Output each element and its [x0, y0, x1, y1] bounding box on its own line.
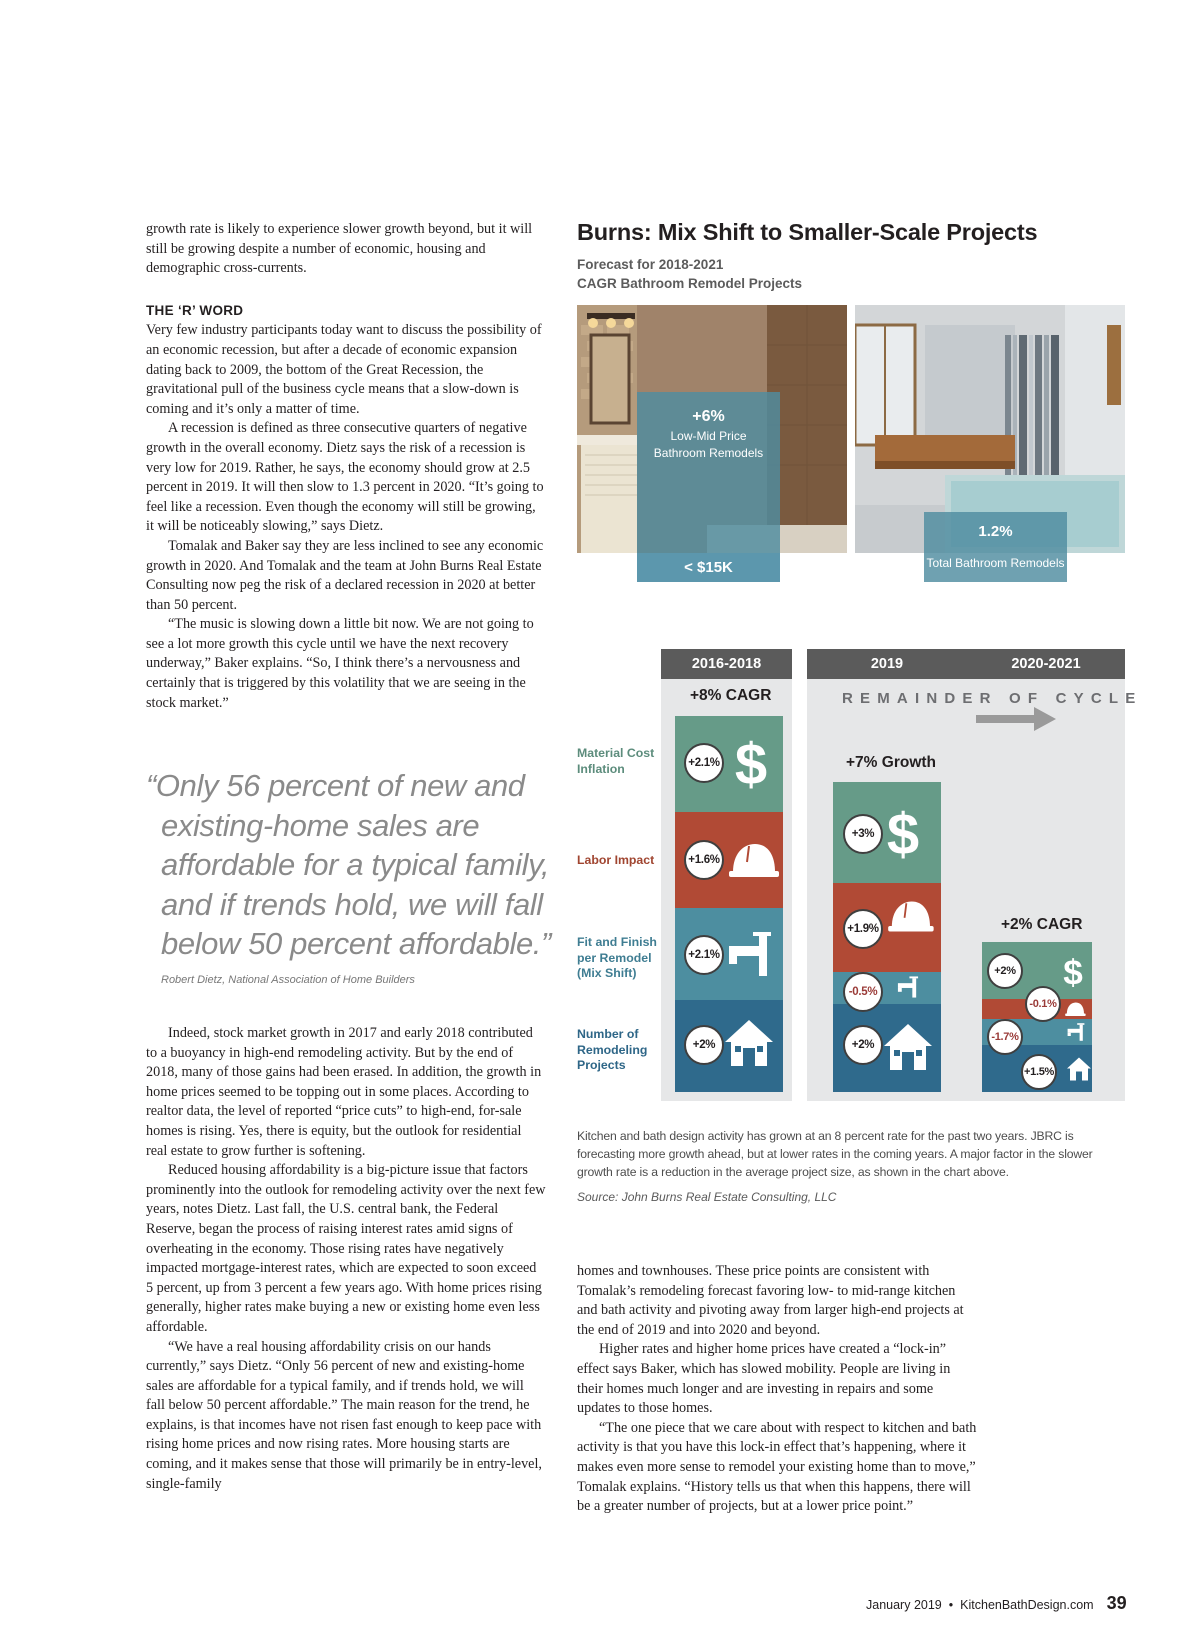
figure-caption: Kitchen and bath design activity has grown at an 8 percent rate for the past two years. JBRC is forecasting more growth ahead, but at lower rates in the coming years. A major factor in the slower growth rate is a reduction in the average project size, as shown in the chart above. — [577, 1129, 1093, 1179]
figure-source: Source: John Burns Real Estate Consulting, LLC — [577, 1190, 837, 1204]
pull-quote-line: below 50 percent affordable.” — [161, 926, 551, 961]
column-total-label: +2% CAGR — [1001, 916, 1083, 933]
row-label-number — [577, 1027, 647, 1074]
value-badge: +2.1% — [684, 743, 724, 783]
pull-quote-attribution: Robert Dietz, National Association of Home Builders — [161, 973, 415, 986]
pull-quote-line: and if trends hold, we will fall — [161, 886, 543, 922]
column-header-2020-2021: 2020-2021 — [1011, 656, 1081, 672]
overlay-label: Low-Mid Price — [670, 429, 747, 443]
row-label-line: Fit and Finish — [577, 935, 657, 949]
value-badge: +2% — [684, 1025, 724, 1065]
svg-text:$: $ — [1063, 953, 1083, 992]
faucet-icon — [725, 930, 775, 978]
row-label-line: Labor Impact — [577, 853, 655, 867]
row-label-line: Number of — [577, 1027, 639, 1041]
footer-site: KitchenBathDesign.com — [960, 1598, 1094, 1612]
paragraph: “We have a real housing affordability crisis on our hands currently,” says Dietz. “Only 56 percent of new and existing-home sales are affordable for a typical family, and if trends hold, we will fall below 50 percent affordable.” The main reason for the trend, he explains, is that incomes have not risen fast enough to keep pace with rising home prices and now rising rates. More housing starts are coming, and it makes sense that those will primarily be in entry-level, single-family — [146, 1338, 542, 1492]
section-subhead: THE ‘R’ WORD — [146, 302, 244, 318]
pull-quote-line: “Only 56 percent of new and — [146, 768, 525, 803]
value-badge: +3% — [843, 814, 883, 854]
footer-bullet: • — [948, 1598, 954, 1612]
left-column-top — [146, 220, 546, 713]
value-badge: -1.7% — [987, 1019, 1023, 1055]
column-total-label: +7% Growth — [846, 754, 937, 771]
column-header-remainder — [807, 649, 1125, 679]
paragraph: Very few industry participants today want to discuss the possibility of an economic recession, but after a decade of economic expansion dating back to 2009, the bottom of the Great Recession, the gravitational pull of the business cycle means that a slow-down is coming and it’s only a matter of time. — [146, 322, 542, 417]
pull-quote — [146, 766, 551, 986]
remainder-of-cycle-banner: REMAINDER OF CYCLE — [842, 690, 1143, 707]
row-label-line: (Mix Shift) — [577, 966, 637, 980]
total-remodels-overlay — [924, 512, 1067, 582]
value-badge: -0.1% — [1025, 986, 1061, 1022]
pull-quote-text — [146, 766, 551, 964]
overlay-label: Bathroom Remodels — [653, 446, 764, 460]
paragraph: A recession is defined as three consecutive quarters of negative growth in the overall economy. Dietz says the risk of a recession is very low for 2019. Rather, he says, the economy should grow at 2.5 percent in 2019. It will then slow to 1.3 percent in 2020. “It’s going to feel like a recession. Even though the economy will still be growing, it will be noticeably slowing,” says Dietz. — [146, 420, 544, 535]
value-badge: +2.1% — [684, 935, 724, 975]
value-badge: +1.6% — [684, 840, 724, 880]
row-label-line: per Remodel — [577, 950, 652, 965]
hardhat-icon — [885, 896, 935, 936]
figure-subtitle-line: CAGR Bathroom Remodel Projects — [577, 275, 803, 291]
svg-text:$: $ — [886, 802, 920, 866]
paragraph: “The one piece that we care about with respect to kitchen and bath activity is that you have this lock-in effect that’s happening, where it makes even more sense to remodel your existing home than to move,” Tomalak explains. “History tells us that when this happens, there will be a greater number of projects, but at a lower price point.” — [577, 1419, 977, 1515]
faucet-icon — [1066, 1021, 1086, 1043]
house-icon — [882, 1022, 934, 1072]
value-badge: -0.5% — [843, 972, 883, 1012]
hardhat-icon — [727, 838, 779, 882]
figure-title: Burns: Mix Shift to Smaller-Scale Projects — [577, 219, 1038, 245]
paragraph: homes and townhouses. These price points are consistent with Tomalak’s remodeling forecast favoring low- to mid-range kitchen and bath activity and pivoting away from larger high-end projects at the end of 2019 and into 2020 and beyond. — [577, 1263, 964, 1338]
intro-paragraph: growth rate is likely to experience slower growth beyond, but it will still be growing despite a number of economic, housing and demographic cross-currents. — [146, 221, 533, 277]
row-label-fit — [577, 935, 657, 982]
house-icon — [1066, 1056, 1092, 1082]
row-label-material — [577, 746, 654, 777]
overlay-percentage: +6% — [692, 408, 725, 425]
row-label-labor — [577, 853, 654, 869]
column-total-label: +8% CAGR — [690, 687, 772, 704]
arrow-right-icon — [976, 707, 1056, 731]
dollar-icon — [733, 730, 769, 796]
column-header-2016-2018: 2016-2018 — [661, 649, 792, 679]
page-number: 39 — [1106, 1593, 1127, 1613]
svg-text:$: $ — [734, 732, 768, 796]
paragraph: “The music is slowing down a little bit now. We are not going to see a lot more growth this cycle until we have the next recovery underway,” Baker explains. “So, I think there’s a nervousness and certainly that is triggered by this volatility that we are seeing in the stock market.” — [146, 616, 534, 711]
faucet-icon — [896, 974, 920, 1000]
value-badge: +1.9% — [843, 909, 883, 949]
overlay-label: Total Bathroom Remodels — [926, 556, 1065, 570]
pull-quote-line: existing-home sales are — [161, 807, 480, 843]
right-column-bottom — [577, 1262, 977, 1517]
price-threshold-label: < $15K — [637, 553, 780, 582]
dollar-icon — [1062, 952, 1084, 992]
dollar-icon — [885, 800, 921, 866]
paragraph: Higher rates and higher home prices have created a “lock-in” effect says Baker, which has slowed mobility. People are living in their homes much longer and are investing in repairs and some updates to those homes. — [577, 1341, 951, 1417]
row-label-line: Material Cost — [577, 746, 655, 760]
figure-subtitle-line: Forecast for 2018-2021 — [577, 257, 724, 272]
row-label-line: Projects — [577, 1058, 626, 1072]
value-badge: +2% — [987, 953, 1023, 989]
value-badge: +2% — [843, 1025, 883, 1065]
paragraph: Reduced housing affordability is a big-picture issue that factors prominently into the outlook for remodeling activity over the next few years, notes Dietz. Last fall, the U.S. central bank, the Federal Reserve, began the process of raising interest rates amid signs of overheating in the economy. Those rising rates have negatively impacted mortgage-interest rates, which are expected to soon exceed 5 percent, up from 3 percent a few years ago. With home prices rising generally, higher rates make buying a new or existing home even less affordable. — [146, 1162, 546, 1335]
hardhat-icon — [1063, 1000, 1087, 1018]
paragraph: Indeed, stock market growth in 2017 and early 2018 contributed to a buoyancy in high-end remodeling activity. But by the end of 2018, many of those gains had been erased. In addition, the growth in home prices seemed to be topping out in some places. According to realtor data, the level of reported “price cuts” to high-end, for-sale homes is rising. Yes, there is equity, but the outlook for residential real estate to grow further is softening. — [146, 1025, 542, 1159]
column-header-2019: 2019 — [870, 656, 904, 672]
row-label-line: Remodeling — [577, 1042, 648, 1057]
overlay-percentage: 1.2% — [978, 523, 1013, 540]
value-badge: +1.5% — [1021, 1054, 1057, 1090]
figure-subtitle — [577, 256, 802, 293]
footer-date: January 2019 — [866, 1598, 942, 1612]
house-icon — [723, 1018, 775, 1068]
row-label-line: Inflation — [577, 761, 625, 776]
paragraph: Tomalak and Baker say they are less inclined to see any economic growth in 2020. And Tomalak and the team at John Burns Real Estate Consulting now peg the risk of a declared recession in 2020 at better than 50 percent. — [146, 537, 544, 613]
pull-quote-line: affordable for a typical family, — [161, 847, 550, 882]
page-footer — [866, 1593, 1127, 1614]
left-column-bottom — [146, 1024, 546, 1494]
